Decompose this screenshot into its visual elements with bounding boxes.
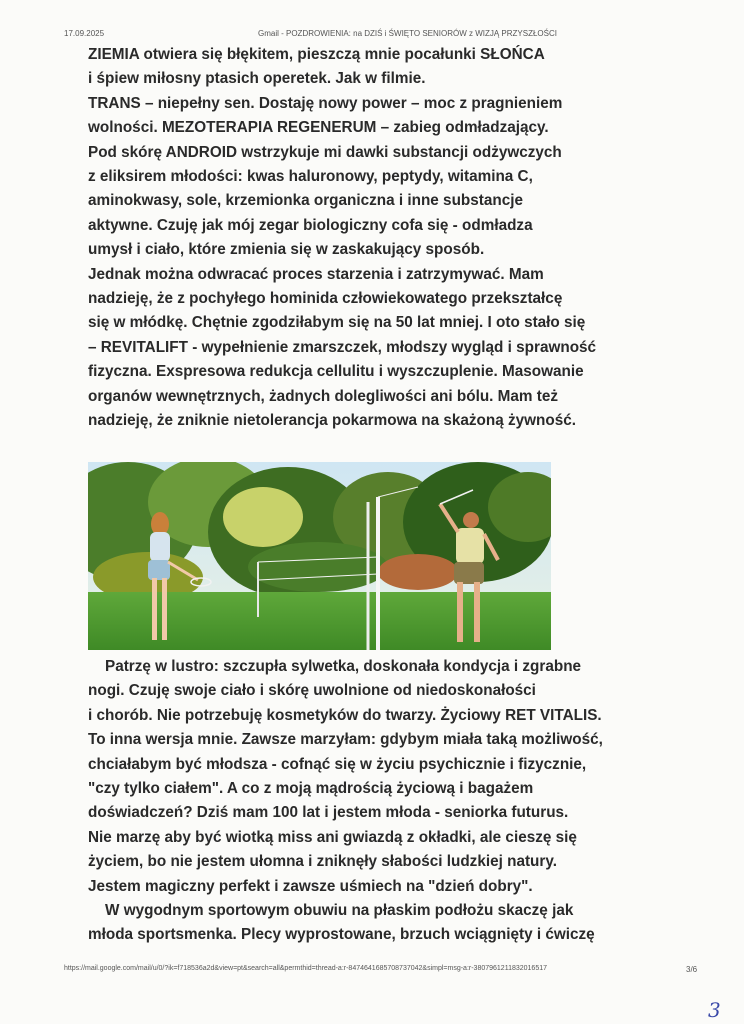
text-line: umysł i ciało, które zmienia się w zaskakujący sposób.: [88, 241, 485, 259]
text-line: W wygodnym sportowym obuwiu na płaskim podłożu skaczę jak: [88, 902, 574, 920]
text-line: aminokwasy, sole, krzemionka organiczna i inne substancje: [88, 192, 523, 210]
text-line: – REVITALIFT - wypełnienie zmarszczek, młodszy wygląd i sprawność: [88, 338, 597, 356]
text-line: młoda sportsmenka. Plecy wyprostowane, brzuch wciągnięty i ćwiczę: [88, 926, 595, 944]
text-line: nadzieję, że z pochyłego hominida człowiekowatego przekształcę: [88, 290, 563, 308]
text-line: i chorób. Nie potrzebuję kosmetyków do twarzy. Życiowy RET VITALIS.: [88, 706, 602, 724]
text-line: TRANS – niepełny sen. Dostaję nowy power – moc z pragnieniem: [88, 94, 563, 112]
print-url: https://mail.google.com/mail/u/0/?ik=f718536a2d&view=pt&search=all&permthid=thread-a:r-8474641685708737042&simpl=msg-a:r-3807961211832016517: [64, 965, 547, 972]
text-block-top: [88, 43, 648, 434]
text-line: "czy tylko ciałem". A co z moją mądrością życiową i bagażem: [88, 780, 534, 798]
text-line: nadzieję, że zniknie nietolerancja pokarmowa na skażoną żywność.: [88, 412, 576, 430]
text-line: ZIEMIA otwiera się błękitem, pieszczą mnie pocałunki SŁOŃCA: [88, 46, 545, 63]
text-block-bottom: [88, 655, 648, 948]
text-line: Patrzę w lustro: szczupła sylwetka, doskonała kondycja i zgrabne: [88, 658, 582, 675]
text-line: Jestem magiczny perfekt i zawsze uśmiech na "dzień dobry".: [88, 877, 533, 895]
text-line: To inna wersja mnie. Zawsze marzyłam: gdybym miała taką możliwość,: [88, 731, 603, 749]
text-line: Pod skórę ANDROID wstrzykuje mi dawki substancji odżywczych: [88, 143, 562, 161]
text-line: nogi. Czuję swoje ciało i skórę uwolnione od niedoskonałości: [88, 682, 536, 700]
text-line: z eliksirem młodości: kwas haluronowy, peptydy, witamina C,: [88, 168, 533, 186]
text-line: chciałabym być młodsza - cofnąć się w życiu psychicznie i fizycznie,: [88, 755, 587, 773]
text-line: aktywne. Czuję jak mój zegar biologiczny cofa się - odmładza: [88, 216, 533, 234]
text-line: się w młódkę. Chętnie zgodziłabym się na 50 lat mniej. I oto stało się: [88, 314, 586, 332]
text-line: doświadczeń? Dziś mam 100 lat i jestem młoda - seniorka futurus.: [88, 804, 569, 822]
text-line: fizyczna. Exspresowa redukcja cellulitu i wyszczuplenie. Masowanie: [88, 363, 584, 381]
text-line: i śpiew miłosny ptasich operetek. Jak w filmie.: [88, 70, 426, 88]
badminton-photo: [88, 462, 551, 650]
text-line: wolności. MEZOTERAPIA REGENERUM – zabieg odmładzający.: [88, 119, 549, 137]
text-line: Jednak można odwracać proces starzenia i zatrzymywać. Mam: [88, 265, 544, 283]
handwritten-page-number: 3: [708, 998, 721, 1022]
text-line: życiem, bo nie jestem ułomna i zniknęły słabości ludzkiej natury.: [88, 853, 557, 871]
print-date: 17.09.2025: [64, 29, 105, 38]
print-page-number: 3/6: [686, 965, 698, 974]
text-line: Nie marzę aby być wiotką miss ani gwiazdą z okładki, ale cieszę się: [88, 828, 577, 846]
print-title: Gmail - POZDROWIENIA: na DZIŚ i ŚWIĘTO SENIORÓW z WIZJĄ PRZYSZŁOŚCI: [258, 29, 557, 38]
text-line: organów wewnętrznych, żadnych dolegliwości ani bólu. Mam też: [88, 387, 559, 405]
